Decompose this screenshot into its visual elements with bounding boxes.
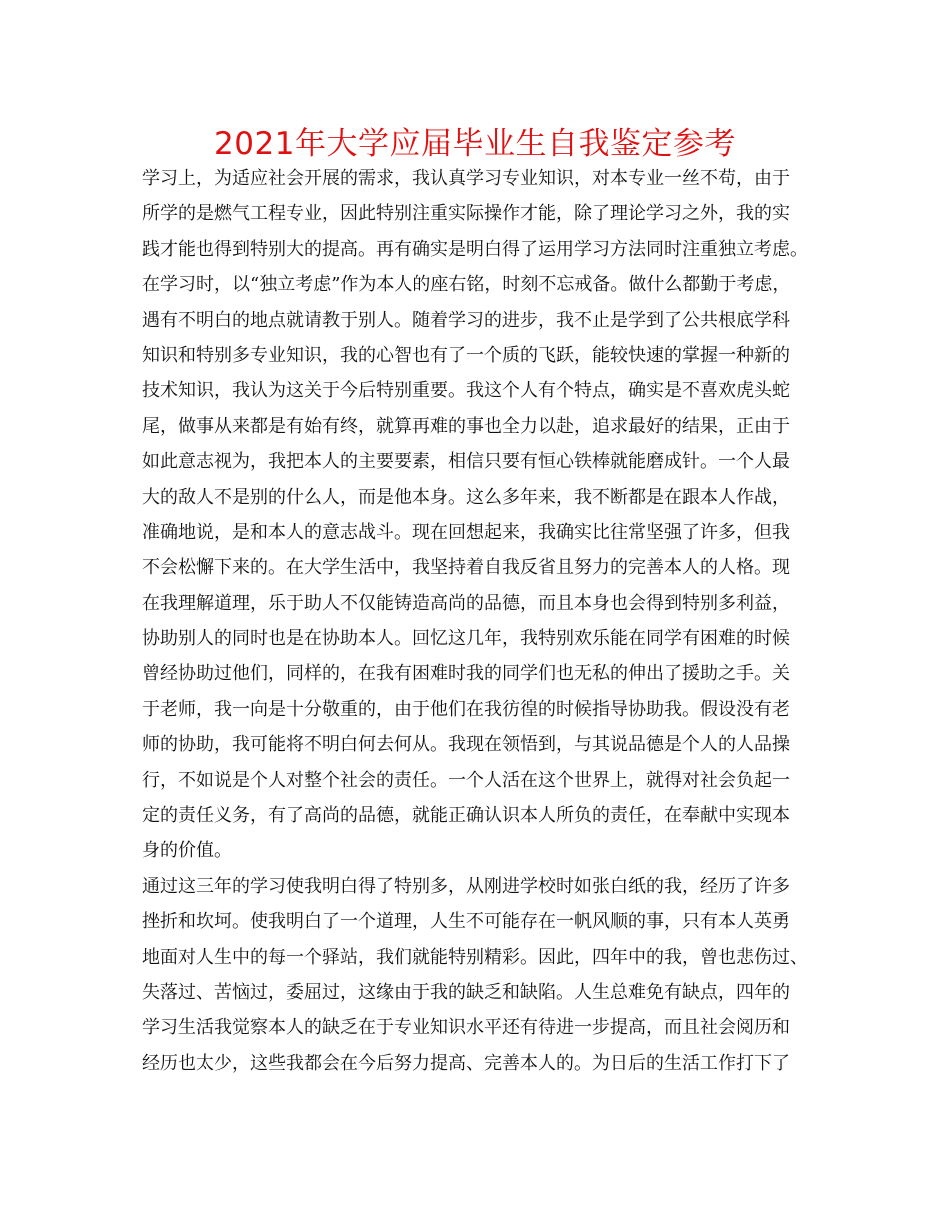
body-line: 在我理解道理，乐于助人不仅能铸造高尚的品德，而且本身也会得到特别多利益， <box>142 592 790 614</box>
body-line: 遇有不明白的地点就请教于别人。随着学习的进步，我不止是学到了公共根底学科 <box>142 309 790 331</box>
body-line: 挫折和坎坷。使我明白了一个道理，人生不可能存在一帆风顺的事，只有本人英勇 <box>142 911 790 933</box>
body-line: 行，不如说是个人对整个社会的责任。一个人活在这个世界上，就得对社会负起一 <box>142 769 790 791</box>
body-line: 定的责任义务，有了高尚的品德，就能正确认识本人所负的责任，在奉献中实现本 <box>142 805 790 827</box>
body-line: 经历也太少，这些我都会在今后努力提高、完善本人的。为日后的生活工作打下了 <box>142 1052 790 1074</box>
body-line: 尾，做事从来都是有始有终，就算再难的事也全力以赴，追求最好的结果，正由于 <box>142 415 790 437</box>
body-line: 失落过、苦恼过，委屈过，这缘由于我的缺乏和缺陷。人生总难免有缺点，四年的 <box>142 981 790 1003</box>
body-line: 师的协助，我可能将不明白何去何从。我现在领悟到，与其说品德是个人的人品操 <box>142 734 790 756</box>
body-line: 身的价值。 <box>142 840 232 862</box>
body-line: 曾经协助过他们，同样的，在我有困难时我的同学们也无私的伸出了援助之手。关 <box>142 663 790 685</box>
document-title: 2021年大学应届毕业生自我鉴定参考 <box>214 126 736 162</box>
body-line: 所学的是燃气工程专业，因此特别注重实际操作才能，除了理论学习之外，我的实 <box>142 203 790 225</box>
body-line: 技术知识，我认为这关于今后特别重要。我这个人有个特点，确实是不喜欢虎头蛇 <box>142 380 790 402</box>
body-line: 协助别人的同时也是在协助本人。回忆这几年，我特别欢乐能在同学有困难的时候 <box>142 628 790 650</box>
body-line: 不会松懈下来的。在大学生活中，我坚持着自我反省且努力的完善本人的人格。现 <box>142 557 790 579</box>
body-line: 学习生活我觉察本人的缺乏在于专业知识水平还有待进一步提高，而且社会阅历和 <box>142 1017 790 1039</box>
body-line: 地面对人生中的每一个驿站，我们就能特别精彩。因此，四年中的我，曾也悲伤过、 <box>142 946 808 968</box>
body-line: 准确地说，是和本人的意志战斗。现在回想起来，我确实比往常坚强了许多，但我 <box>142 521 790 543</box>
body-line: 如此意志视为，我把本人的主要要素，相信只要有恒心铁棒就能磨成针。一个人最 <box>142 451 790 473</box>
body-line: 于老师，我一向是十分敬重的，由于他们在我彷徨的时候指导协助我。假设没有老 <box>142 698 790 720</box>
body-line: 学习上，为适应社会开展的需求，我认真学习专业知识，对本专业一丝不苟，由于 <box>142 168 790 189</box>
body-line: 知识和特别多专业知识，我的心智也有了一个质的飞跃，能较快速的掌握一种新的 <box>142 344 790 366</box>
body-line: 大的敌人不是别的什么人，而是他本身。这么多年来，我不断都是在跟本人作战， <box>142 486 790 508</box>
body-line: 通过这三年的学习使我明白得了特别多，从刚进学校时如张白纸的我，经历了许多 <box>142 875 790 897</box>
body-line: 在学习时，以“独立考虑”作为本人的座右铭，时刻不忘戒备。做什么都勤于考虑， <box>142 274 791 296</box>
document-body <box>142 161 822 1081</box>
body-line: 践才能也得到特别大的提高。再有确实是明白得了运用学习方法同时注重独立考虑。 <box>142 238 808 260</box>
